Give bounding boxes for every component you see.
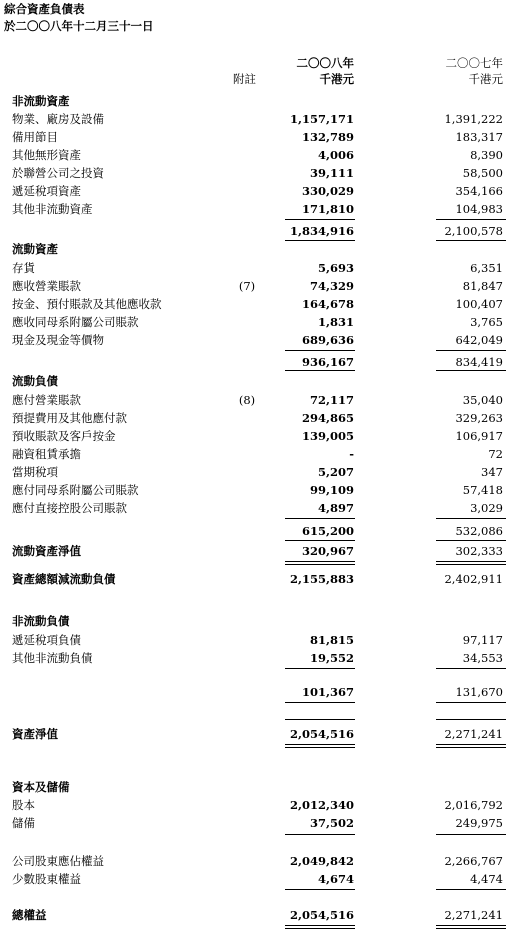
row-label: 應付直接控股公司賬款 <box>12 501 127 515</box>
row-label: 少數股東權益 <box>12 872 81 886</box>
total-assets-less-cl-2008: 2,155,883 <box>289 572 354 586</box>
value-2008: 5,207 <box>317 465 354 479</box>
subtotal-2008: 1,834,916 <box>289 224 354 238</box>
rule-line <box>285 540 355 541</box>
value-2008: 81,815 <box>309 633 354 647</box>
row-label: 預收賬款及客戶按金 <box>12 429 116 443</box>
row-label: 預提費用及其他應付款 <box>12 411 127 425</box>
rule-line <box>285 719 355 720</box>
value-2008: - <box>349 447 354 461</box>
value-2008: 99,109 <box>309 483 354 497</box>
report-title: 綜合資產負債表 <box>4 2 85 16</box>
row-label: 遞延稅項負債 <box>12 633 81 647</box>
subtotal-2007: 131,670 <box>455 685 503 699</box>
rule-line <box>436 540 506 541</box>
subtotal-2007: 2,100,578 <box>444 224 503 238</box>
value-2007: 104,983 <box>455 202 503 216</box>
value-2007: 2,266,767 <box>444 854 503 868</box>
value-2007: 3,765 <box>470 315 503 329</box>
value-2008: 689,636 <box>301 333 354 347</box>
value-2007: 4,474 <box>470 872 503 886</box>
rule-line <box>436 561 506 562</box>
value-2008: 132,789 <box>301 130 354 144</box>
rule-line <box>436 370 506 371</box>
rule-line <box>285 240 355 241</box>
row-label: 應收同母系附屬公司賬款 <box>12 315 139 329</box>
col-2008-unit: 千港元 <box>319 72 354 86</box>
rule-line <box>285 350 355 351</box>
section-heading-non-current-liabilities: 非流動負債 <box>12 614 70 628</box>
rule-line <box>436 834 506 835</box>
rule-line <box>436 747 506 748</box>
row-label: 應付營業賬款 <box>12 393 81 407</box>
value-2008: 4,897 <box>317 501 354 515</box>
col-note-header: 附註 <box>233 72 256 86</box>
value-2007: 249,975 <box>455 816 503 830</box>
value-2008: 294,865 <box>301 411 354 425</box>
value-2008: 2,012,340 <box>289 798 354 812</box>
rule-line <box>436 928 506 929</box>
value-2007: 100,407 <box>455 297 503 311</box>
total-equity-2008: 2,054,516 <box>289 908 354 922</box>
value-2008: 19,552 <box>309 651 354 665</box>
value-2008: 2,049,842 <box>289 854 354 868</box>
row-label: 股本 <box>12 798 35 812</box>
value-2007: 347 <box>481 465 503 479</box>
net-current-assets-2008: 320,967 <box>301 544 354 558</box>
rule-line <box>285 561 355 562</box>
value-2008: 1,831 <box>317 315 354 329</box>
net-assets-label: 資產淨值 <box>12 727 58 741</box>
rule-line <box>285 744 355 745</box>
value-2008: 139,005 <box>301 429 354 443</box>
value-2008: 4,006 <box>317 148 354 162</box>
value-2008: 1,157,171 <box>289 112 354 126</box>
rule-line <box>436 240 506 241</box>
rule-line <box>436 719 506 720</box>
rule-line <box>436 219 506 220</box>
value-2007: 329,263 <box>455 411 503 425</box>
col-2007-unit: 千港元 <box>468 72 503 86</box>
net-assets-2007: 2,271,241 <box>444 727 503 741</box>
value-2008: 164,678 <box>301 297 354 311</box>
row-label: 應收營業賬款 <box>12 279 81 293</box>
value-2007: 3,029 <box>470 501 503 515</box>
rule-line <box>436 925 506 926</box>
rule-line <box>436 350 506 351</box>
value-2008: 171,810 <box>301 202 354 216</box>
rule-line <box>436 564 506 565</box>
value-2007: 6,351 <box>470 261 503 275</box>
note-reference: (8) <box>238 393 256 407</box>
rule-line <box>285 219 355 220</box>
row-label: 其他非流動負債 <box>12 651 93 665</box>
subtotal-2008: 615,200 <box>301 524 354 538</box>
subtotal-2008: 101,367 <box>301 685 354 699</box>
section-heading-non-current-assets: 非流動資產 <box>12 94 70 108</box>
rule-line <box>436 702 506 703</box>
value-2007: 57,418 <box>462 483 503 497</box>
value-2007: 183,317 <box>455 130 503 144</box>
rule-line <box>436 518 506 519</box>
value-2007: 8,390 <box>470 148 503 162</box>
col-2008-year: 二〇〇八年 <box>296 56 354 70</box>
row-label: 現金及現金等價物 <box>12 333 104 347</box>
row-label: 應付同母系附屬公司賬款 <box>12 483 139 497</box>
rule-line <box>285 834 355 835</box>
value-2007: 34,553 <box>462 651 503 665</box>
value-2008: 4,674 <box>317 872 354 886</box>
rule-line <box>436 668 506 669</box>
value-2007: 642,049 <box>455 333 503 347</box>
net-current-assets-label: 流動資產淨值 <box>12 544 81 558</box>
net-assets-2008: 2,054,516 <box>289 727 354 741</box>
note-reference: (7) <box>238 279 256 293</box>
row-label: 按金、預付賬款及其他應收款 <box>12 297 162 311</box>
total-assets-less-cl-label: 資產總額減流動負債 <box>12 572 116 586</box>
value-2008: 74,329 <box>309 279 354 293</box>
section-heading-current-assets: 流動資產 <box>12 242 58 256</box>
report-date: 於二〇〇八年十二月三十一日 <box>4 19 154 33</box>
total-assets-less-cl-2007: 2,402,911 <box>444 572 503 586</box>
rule-line <box>285 564 355 565</box>
value-2008: 330,029 <box>301 184 354 198</box>
row-label: 儲備 <box>12 816 35 830</box>
value-2008: 72,117 <box>309 393 354 407</box>
row-label: 於聯營公司之投資 <box>12 166 104 180</box>
value-2008: 5,693 <box>317 261 354 275</box>
value-2007: 72 <box>488 447 503 461</box>
value-2007: 106,917 <box>455 429 503 443</box>
value-2007: 2,016,792 <box>444 798 503 812</box>
value-2007: 354,166 <box>455 184 503 198</box>
subtotal-2007: 834,419 <box>455 355 503 369</box>
rule-line <box>285 925 355 926</box>
rule-line <box>285 370 355 371</box>
net-current-assets-2007: 302,333 <box>455 544 503 558</box>
subtotal-2008: 936,167 <box>301 355 354 369</box>
value-2007: 81,847 <box>462 279 503 293</box>
section-heading-current-liabilities: 流動負債 <box>12 374 58 388</box>
value-2007: 97,117 <box>462 633 503 647</box>
section-heading-capital-reserves: 資本及儲備 <box>12 780 70 794</box>
rule-line <box>285 928 355 929</box>
value-2007: 58,500 <box>462 166 503 180</box>
rule-line <box>285 518 355 519</box>
rule-line <box>436 744 506 745</box>
value-2008: 37,502 <box>309 816 354 830</box>
row-label: 當期稅項 <box>12 465 58 479</box>
rule-line <box>436 889 506 890</box>
total-equity-2007: 2,271,241 <box>444 908 503 922</box>
row-label: 物業、廠房及設備 <box>12 112 104 126</box>
rule-line <box>285 889 355 890</box>
row-label: 公司股東應佔權益 <box>12 854 104 868</box>
subtotal-2007: 532,086 <box>455 524 503 538</box>
value-2008: 39,111 <box>309 166 354 180</box>
rule-line <box>285 747 355 748</box>
row-label: 備用節目 <box>12 130 58 144</box>
col-2007-year: 二〇〇七年 <box>445 56 503 70</box>
rule-line <box>285 702 355 703</box>
row-label: 存貨 <box>12 261 35 275</box>
row-label: 遞延稅項資產 <box>12 184 81 198</box>
row-label: 融資租賃承擔 <box>12 447 81 461</box>
rule-line <box>285 668 355 669</box>
value-2007: 35,040 <box>462 393 503 407</box>
value-2007: 1,391,222 <box>444 112 503 126</box>
total-equity-label: 總權益 <box>12 908 47 922</box>
row-label: 其他非流動資產 <box>12 202 93 216</box>
row-label: 其他無形資產 <box>12 148 81 162</box>
